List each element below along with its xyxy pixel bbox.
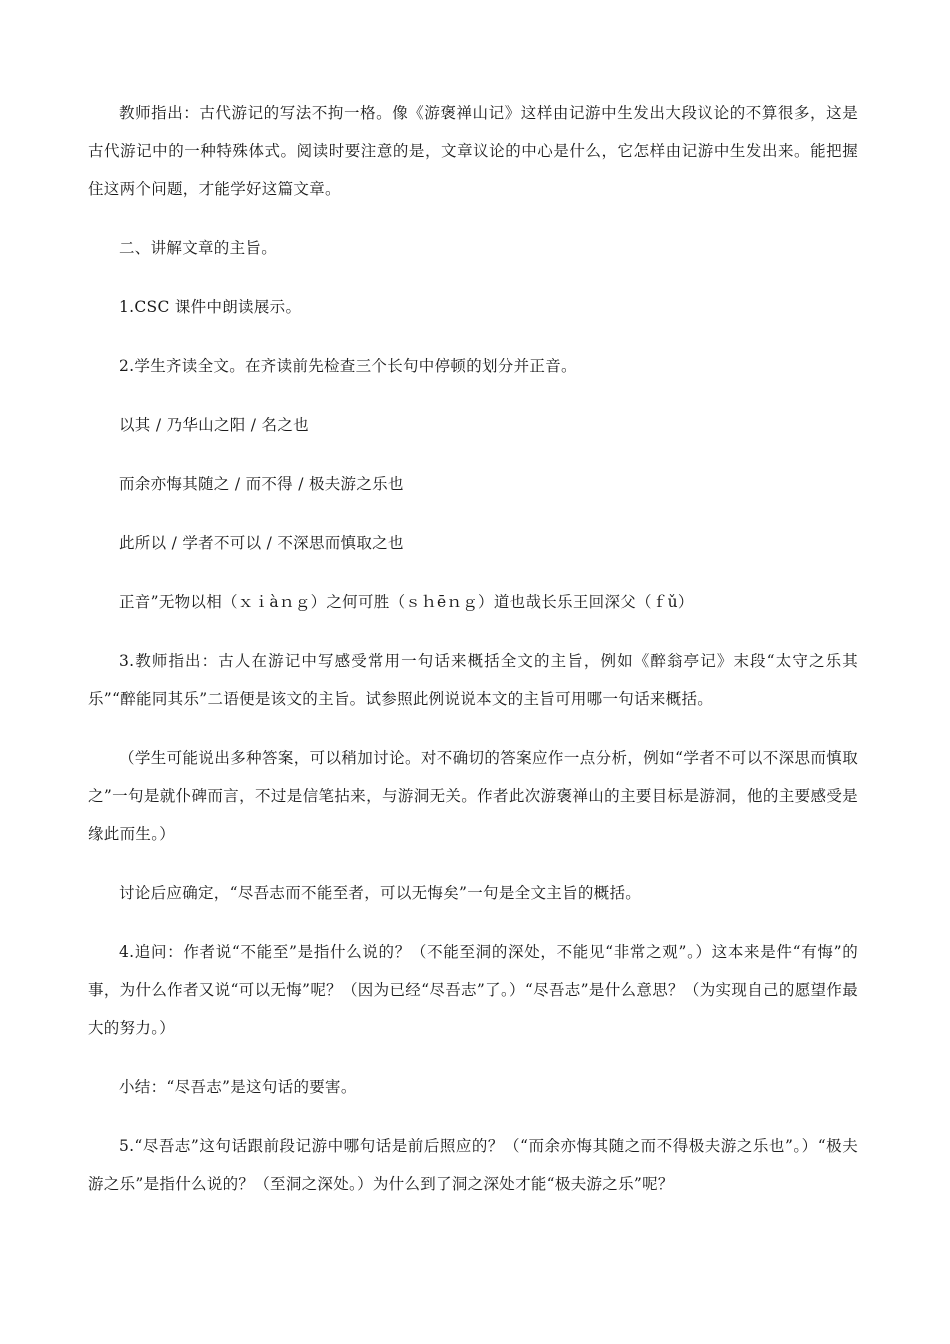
pause-example-1: 以其 / 乃华山之阳 / 名之也 — [119, 416, 309, 434]
step-3-teacher-point: 3.教师指出：古人在游记中写感受常用一句话来概括全文的主旨，例如《醉翁亭记》末段“太守之乐其乐”“醉能同其乐”二语便是该文的主旨。试参照此例说说本文的主旨可用哪一句话来概括。 — [88, 652, 858, 708]
summary-note: 小结：“尽吾志”是这句话的要害。 — [119, 1078, 357, 1096]
discussion-conclusion: 讨论后应确定，“尽吾志而不能至者，可以无悔矣”一句是全文主旨的概括。 — [119, 884, 642, 902]
pronunciation-note: 正音”无物以相（ｘｉàｎｇ）之何可胜（ｓｈēｎｇ）道也哉长乐王回深父（ｆǔ） — [119, 593, 694, 611]
document-body — [88, 94, 858, 1224]
step-1-csc-reading: 1.CSC 课件中朗读展示。 — [119, 298, 302, 316]
student-answer-note: （学生可能说出多种答案，可以稍加讨论。对不确切的答案应作一点分析，例如“学者不可以不深思而慎取之”一句是就仆碑而言，不过是信笔拈来，与游洞无关。作者此次游褒禅山的主要目标是游洞，他的主要感受是缘此而生。） — [88, 749, 858, 843]
section-heading-theme: 二、讲解文章的主旨。 — [119, 239, 278, 257]
step-2-group-reading: 2.学生齐读全文。在齐读前先检查三个长句中停顿的划分并正音。 — [119, 357, 577, 375]
step-4-follow-up: 4.追问：作者说“不能至”是指什么说的？（不能至洞的深处，不能见“非常之观”。）这本来是件“有悔”的事，为什么作者又说“可以无悔”呢？（因为已经“尽吾志”了。）“尽吾志”是什么意思？（为实现自己的愿望作最大的努力。） — [88, 943, 858, 1037]
pause-example-2: 而余亦悔其随之 / 而不得 / 极夫游之乐也 — [119, 475, 404, 493]
paragraph-teacher-intro: 教师指出：古代游记的写法不拘一格。像《游褒禅山记》这样由记游中生发出大段议论的不算很多，这是古代游记中的一种特殊体式。阅读时要注意的是，文章议论的中心是什么，它怎样由记游中生发出来。能把握住这两个问题，才能学好这篇文章。 — [88, 104, 858, 198]
step-5-echo-question: 5.“尽吾志”这句话跟前段记游中哪句话是前后照应的？（“而余亦悔其随之而不得极夫游之乐也”。）“极夫游之乐”是指什么说的？（至洞之深处。）为什么到了洞之深处才能“极夫游之乐”呢？ — [88, 1137, 858, 1193]
pause-example-3: 此所以 / 学者不可以 / 不深思而慎取之也 — [119, 534, 404, 552]
